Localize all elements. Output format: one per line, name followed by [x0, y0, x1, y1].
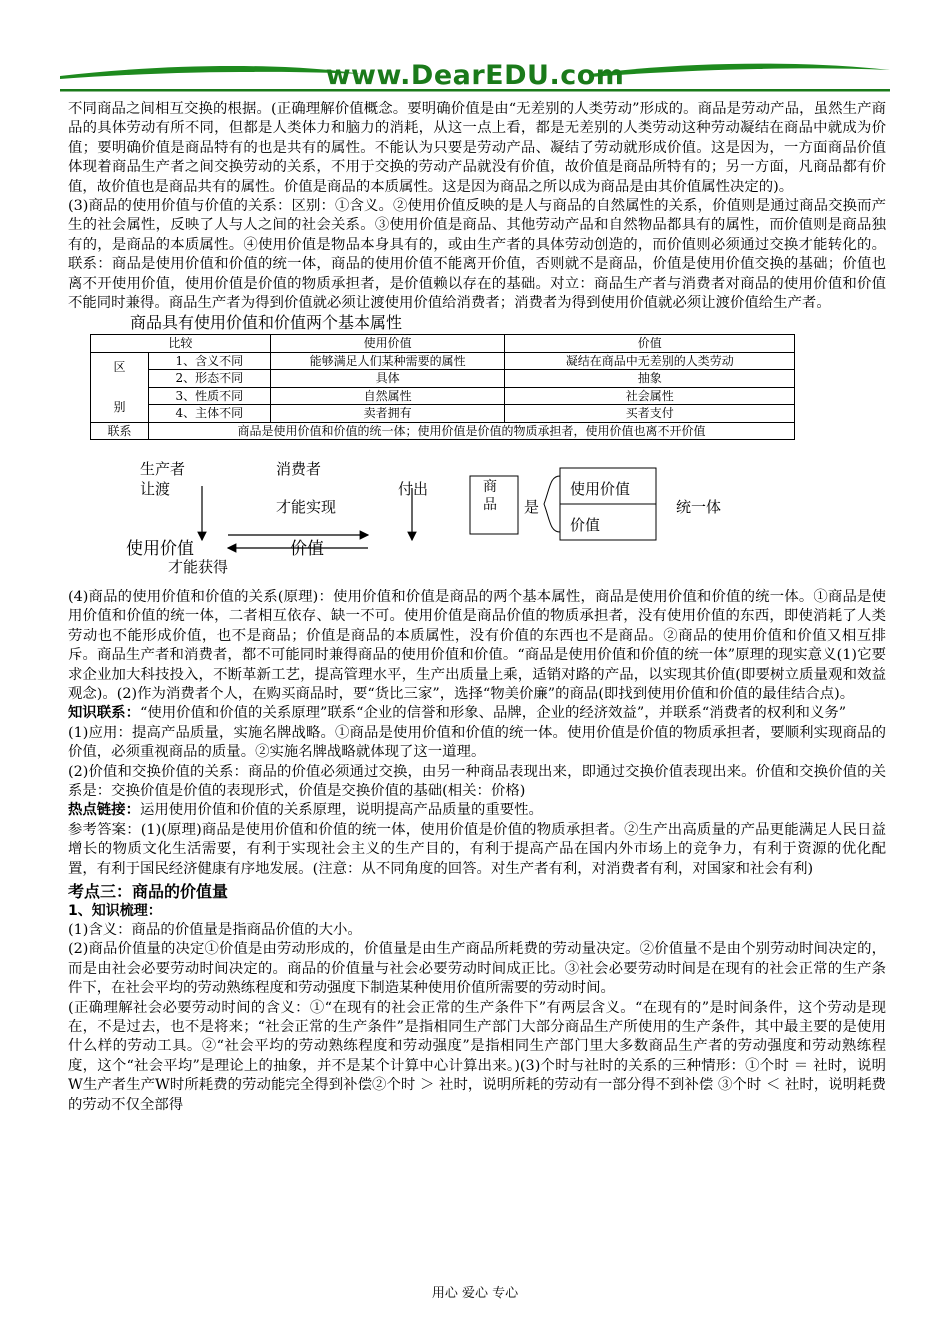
diagram-label: 使用价值: [126, 538, 194, 559]
knowledge-link-text: “使用价值和价值的关系原理”联系“企业的信誉和形象、品牌，企业的经济效益”，并联系“消费者的权利和义务”: [139, 705, 847, 722]
table-row: [91, 370, 795, 387]
table-cell: 抽象: [505, 370, 795, 387]
table-row: [91, 387, 795, 404]
table-cell: 2、形态不同: [148, 370, 270, 387]
hot-link-label: 热点链接：: [68, 802, 140, 819]
table-cell: 联系: [91, 422, 149, 439]
table-caption: 商品具有使用价值和价值两个基本属性: [130, 313, 403, 333]
paragraph: (3)商品的使用价值与价值的关系：区别：①含义。②使用价值反映的是人与商品的自然属性的关系，价值则是通过商品交换而产生的社会属性，反映了人与人之间的社会关系。③使用价值是商品、其他劳动产品和自然物品都具有的属性，而价值则是商品独有的，是商品的本质属性。④使用价值是物品本身具有的，或由生产者的具体劳动创造的，而价值则必须通过交换才能转化的。联系：商品是使用价值和价值的统一体，商品的使用价值不能离开价值，否则就不是商品，价值是使用价值交换的基础；价值也离不开使用价值，使用价值是价值的物质承担者，是价值赖以存在的基础。对立：商品生产者与消费者对商品的使用价值和价值不能同时兼得。商品生产者为得到价值就必须让渡使用价值给消费者；消费者为得到使用价值就必须让渡价值给生产者。: [68, 198, 886, 312]
table-header-cell: 使用价值: [270, 335, 505, 352]
table-cell: 买者支付: [505, 405, 795, 422]
diagram-label: 生产者: [140, 459, 186, 478]
table-cell: 凝结在商品中无差别的人类劳动: [505, 352, 795, 369]
hot-link-paragraph: [68, 801, 886, 820]
diagram-label: 让渡: [140, 479, 171, 498]
diagram-label: 才能获得: [168, 557, 229, 576]
paragraph: (1)含义：商品的价值量是指商品价值的大小。: [68, 922, 362, 938]
table-cell: 自然属性: [270, 387, 505, 404]
diagram-label: 是: [524, 497, 540, 516]
diagram-label: 使用价值: [570, 479, 631, 498]
group-label: 别: [113, 400, 126, 415]
value-relationship-diagram: [68, 458, 886, 588]
table-cell: 社会属性: [505, 387, 795, 404]
paragraph: (1)应用：提高产品质量，实施名牌战略。①商品是使用价值和价值的统一体。使用价值是价值的物质承担者，要顺利实现商品的价值，必须重视商品的质量。②实施名牌战略就体现了这一道理。: [68, 724, 886, 761]
diagram-label: 消费者: [276, 459, 322, 478]
section-subtitle: 1、知识梳理：: [68, 903, 162, 919]
table-cell: 1、含义不同: [148, 352, 270, 369]
table-row: [91, 422, 795, 439]
group-label: 区: [113, 360, 126, 375]
paragraph: (正确理解社会必要劳动时间的含义：①“在现有的社会正常的生产条件下”有两层含义。“在现有的”是时间条件，这个劳动是现在，不是过去，也不是将来；“社会正常的生产条件”是指相同生产部门大部分商品生产所使用的生产条件，其中最主要的是使用什么样的劳动工具。②“社会平均的劳动熟练程度和劳动强度”是指相同生产部门里大多数商品生产者的劳动强度和劳动熟练程度，这个“社会平均”是理论上的抽象，并不是某个计算中心计算出来。)(3)个时与社时的关系的三种情形：①个时 ＝ 社时，说明W生产者生产W时所耗费的劳动能完全得到补偿②个时 ＞ 社时，说明所耗的劳动有一部分得不到补偿 ③个时 ＜ 社时，说明耗费的劳动不仅全部得: [68, 999, 886, 1113]
table-cell: 卖者拥有: [270, 405, 505, 422]
table-row: [91, 405, 795, 422]
hot-link-text: 运用使用价值和价值的关系原理，说明提高产品质量的重要性。: [139, 802, 543, 819]
site-logo[interactable]: www.DearEDU.com: [325, 60, 625, 91]
page-footer: 用心 爱心 专心: [431, 1286, 519, 1301]
document-body: [68, 100, 886, 1115]
table-cell: 商品是使用价值和价值的统一体；使用价值是价值的物质承担者，使用价值也离不开价值: [148, 422, 794, 439]
diagram-label: 付出: [398, 479, 429, 498]
table-header-cell: 价值: [505, 335, 795, 352]
diagram-label: 统一体: [676, 497, 722, 516]
diagram-label: 才能实现: [276, 497, 337, 516]
paragraph: 不同商品之间相互交换的根据。(正确理解价值概念。要明确价值是由“无差别的人类劳动”形成的。商品是劳动产品，虽然生产商品的具体劳动有所不同，但都是人类体力和脑力的消耗，从这一点上看，都是无差别的人类劳动这种劳动凝结在商品中就成为价值；要明确价值是商品特有的也是共有的属性。不能认为只要是劳动产品、凝结了劳动就形成价值。这是因为，一方面商品价值体现着商品生产者之间交换劳动的关系，不用于交换的劳动产品就没有价值，故价值是商品所特有的；另一方面，凡商品都有价值，故价值也是商品共有的属性。价值是商品的本质属性。这是因为商品之所以成为商品是由其价值属性决定的)。: [68, 101, 886, 195]
paragraph: (2)价值和交换价值的关系：商品的价值必须通过交换，由另一种商品表现出来，即通过交换价值表现出来。价值和交换价值的关系是：交换价值是价值的表现形式，价值是交换价值的基础(相关：价格): [68, 763, 886, 799]
table-row: [91, 352, 795, 369]
diagram-label: 价值: [290, 538, 324, 559]
diagram-label: 价值: [570, 515, 601, 534]
diagram-label: 商品: [483, 478, 497, 513]
answer-paragraph: 参考答案：(1)(原理)商品是使用价值和价值的统一体，使用价值是价值的物质承担者。②生产出高质量的产品更能满足人民日益增长的物质文化生活需要，有利于实现社会主义的生产目的，有利于提高产品在国内外市场上的竞争力，有利于资源的优化配置，有利于国民经济健康有序地发展。(注意：从不同角度的回答。对生产者有利，对消费者有利，对国家和社会有利): [68, 821, 886, 877]
page-header: [60, 52, 890, 98]
paragraph: (2)商品价值量的决定①价值是由劳动形成的，价值量是由生产商品所耗费的劳动量决定。②价值量不是由个别劳动时间决定的，而是由社会必要劳动时间决定的。商品的价值量与社会必要劳动时间成正比。③社会必要劳动时间是在现有的社会正常的生产条件下，在社会平均的劳动熟练程度和劳动强度下制造某种使用价值所需要的劳动时间。: [68, 941, 886, 997]
paragraph: (4)商品的使用价值和价值的关系(原理)：使用价值和价值是商品的两个基本属性，商品是使用价值和价值的统一体。①商品是使用价值和价值的统一体，二者相互依存、缺一不可。使用价值是商品价值的物质承担者，没有使用价值的东西，即使消耗了人类劳动也不能形成价值，也不是商品；价值是商品的本质属性，没有价值的东西也不是商品。②商品的使用价值和价值又相互排斥。商品生产者和消费者，都不可能同时兼得商品的使用价值和价值。“商品是使用价值和价值的统一体”原理的现实意义(1)它要求企业加大科技投入，不断革新工艺，提高管理水平，生产出质量上乘，适销对路的产品，以实现其价值(即要树立质量观和效益观念)。(2)作为消费者个人，在购买商品时，要“货比三家”，选择“物美价廉”的商品(即找到使用价值和价值的最佳结合点)。: [68, 588, 886, 702]
table-cell: 能够满足人们某种需要的属性: [270, 352, 505, 369]
table-header-row: [91, 335, 795, 352]
comparison-table: [90, 334, 795, 439]
table-cell: 4、主体不同: [148, 405, 270, 422]
knowledge-link-paragraph: [68, 704, 886, 723]
group-label-cell: [91, 352, 149, 422]
knowledge-link-label: 知识联系：: [68, 705, 140, 722]
table-cell: 具体: [270, 370, 505, 387]
table-header-cell: 比较: [91, 335, 271, 352]
section-title: 考点三：商品的价值量: [68, 882, 229, 901]
table-cell: 3、性质不同: [148, 387, 270, 404]
